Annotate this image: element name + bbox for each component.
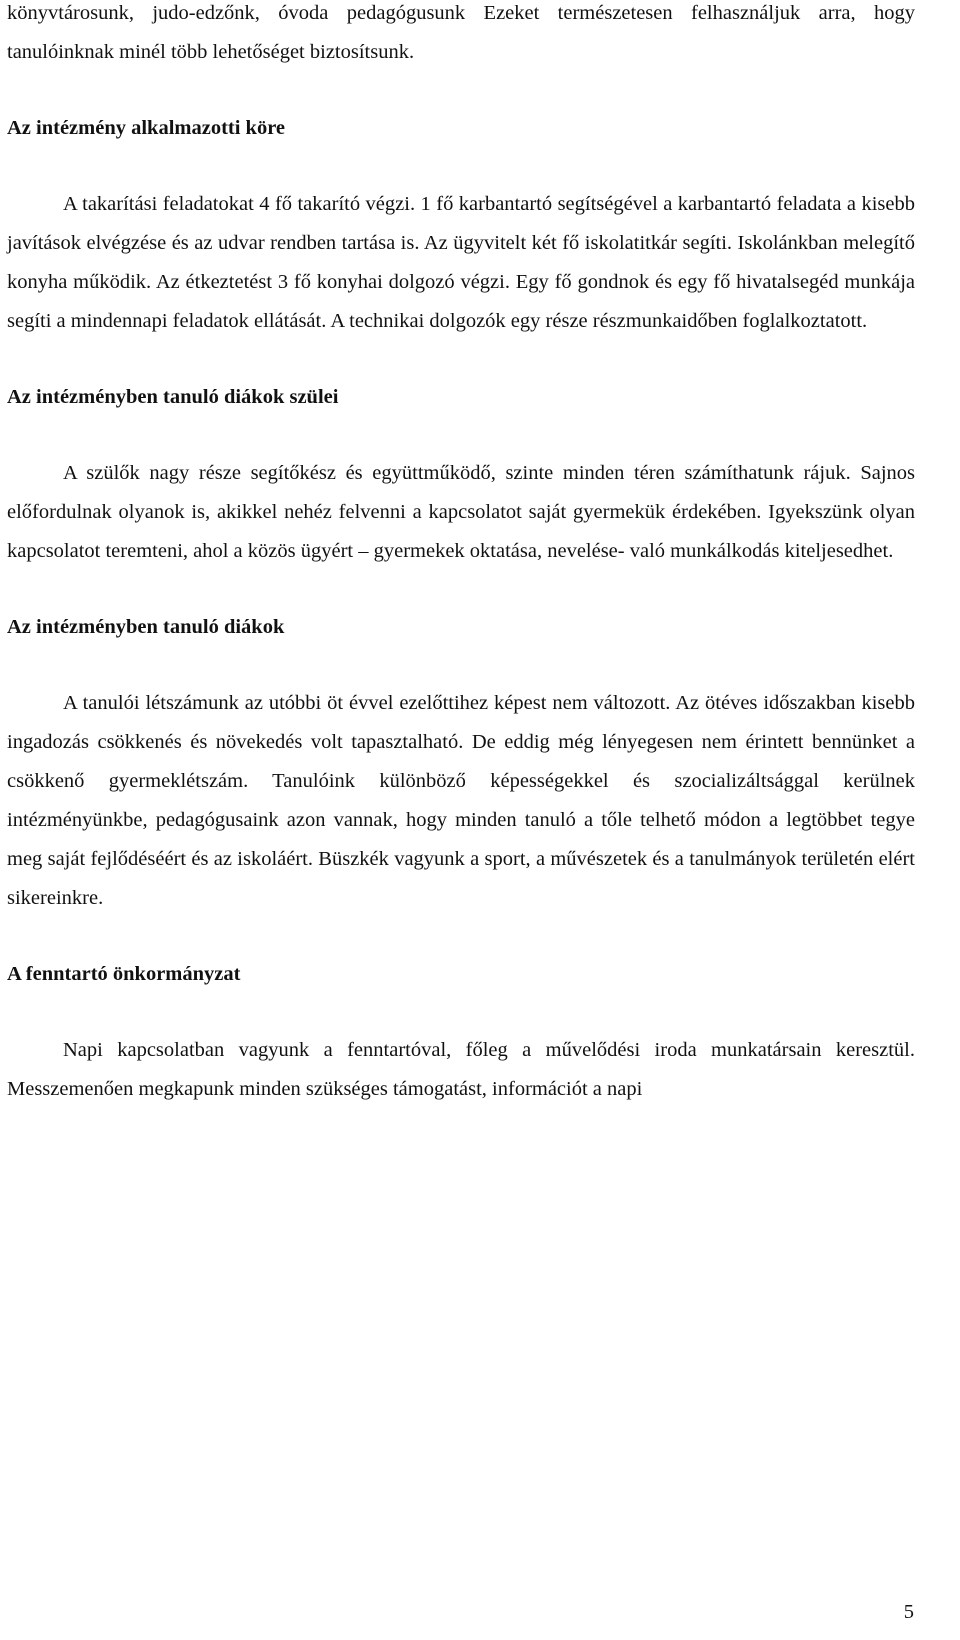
section-heading-parents: Az intézményben tanuló diákok szülei (7, 386, 339, 408)
section-paragraph-students: A tanulói létszámunk az utóbbi öt évvel ezelőttihez képest nem változott. Az ötéves időszakban kisebb ingadozás csökkenés és növekedés volt tapasztalható. De eddig még lényegesen nem érintett bennünket a csökkenő gyermeklétszám. Tanulóink különböző képességekkel és szocializáltsággal kerülnek intézményünkbe, pedagógusaink azon vannak, hogy minden tanuló a tőle telhető módon a legtöbbet tegye meg saját fejlődéséért és az iskoláért. Büszkék vagyunk a sport, a művészetek és a tanulmányok területén elért sikereinkre. (7, 692, 915, 909)
spacer (7, 72, 915, 109)
section-heading-staff: Az intézmény alkalmazotti köre (7, 117, 286, 139)
section-paragraph-parents: A szülők nagy része segítőkész és együttműködő, szinte minden téren számíthatunk rájuk. Sajnos előfordulnak olyanok is, akikkel nehéz felvenni a kapcsolatot saját gyermekük érdekében. Igyekszünk olyan kapcsolatot teremteni, ahol a közös ügyért – gyermekek oktatása, nevelése- való munkálkodás kiteljesedhet. (7, 462, 915, 562)
spacer (7, 417, 915, 454)
page-number: 5 (903, 1601, 914, 1623)
spacer (7, 148, 915, 185)
spacer (7, 341, 915, 378)
spacer (7, 918, 915, 955)
spacer (7, 571, 915, 608)
spacer (7, 647, 915, 684)
section-heading-maintainer: A fenntartó önkormányzat (7, 963, 241, 985)
intro-paragraph: könyvtárosunk, judo-edzőnk, óvoda pedagógusunk Ezeket természetesen felhasználjuk arra, hogy tanulóinknak minél több lehetőséget biztosítsunk. (7, 2, 915, 63)
section-paragraph-maintainer: Napi kapcsolatban vagyunk a fenntartóval, főleg a művelődési iroda munkatársain keresztül. Messzemenően megkapunk minden szükséges támogatást, információt a napi (7, 1039, 915, 1100)
section-heading-students: Az intézményben tanuló diákok (7, 616, 285, 638)
section-paragraph-staff: A takarítási feladatokat 4 fő takarító végzi. 1 fő karbantartó segítségével a karbantartó feladata a kisebb javítások elvégzése és az udvar rendben tartása is. Az ügyvitelt két fő iskolatitkár segíti. Iskolánkban melegítő konyha működik. Az étkeztetést 3 fő konyhai dolgozó végzi. Egy fő gondnok és egy fő hivatalsegéd munkája segíti a mindennapi feladatok ellátását. A technikai dolgozók egy része részmunkaidőben foglalkoztatott. (7, 193, 915, 332)
document-body (7, 0, 915, 1109)
spacer (7, 994, 915, 1031)
